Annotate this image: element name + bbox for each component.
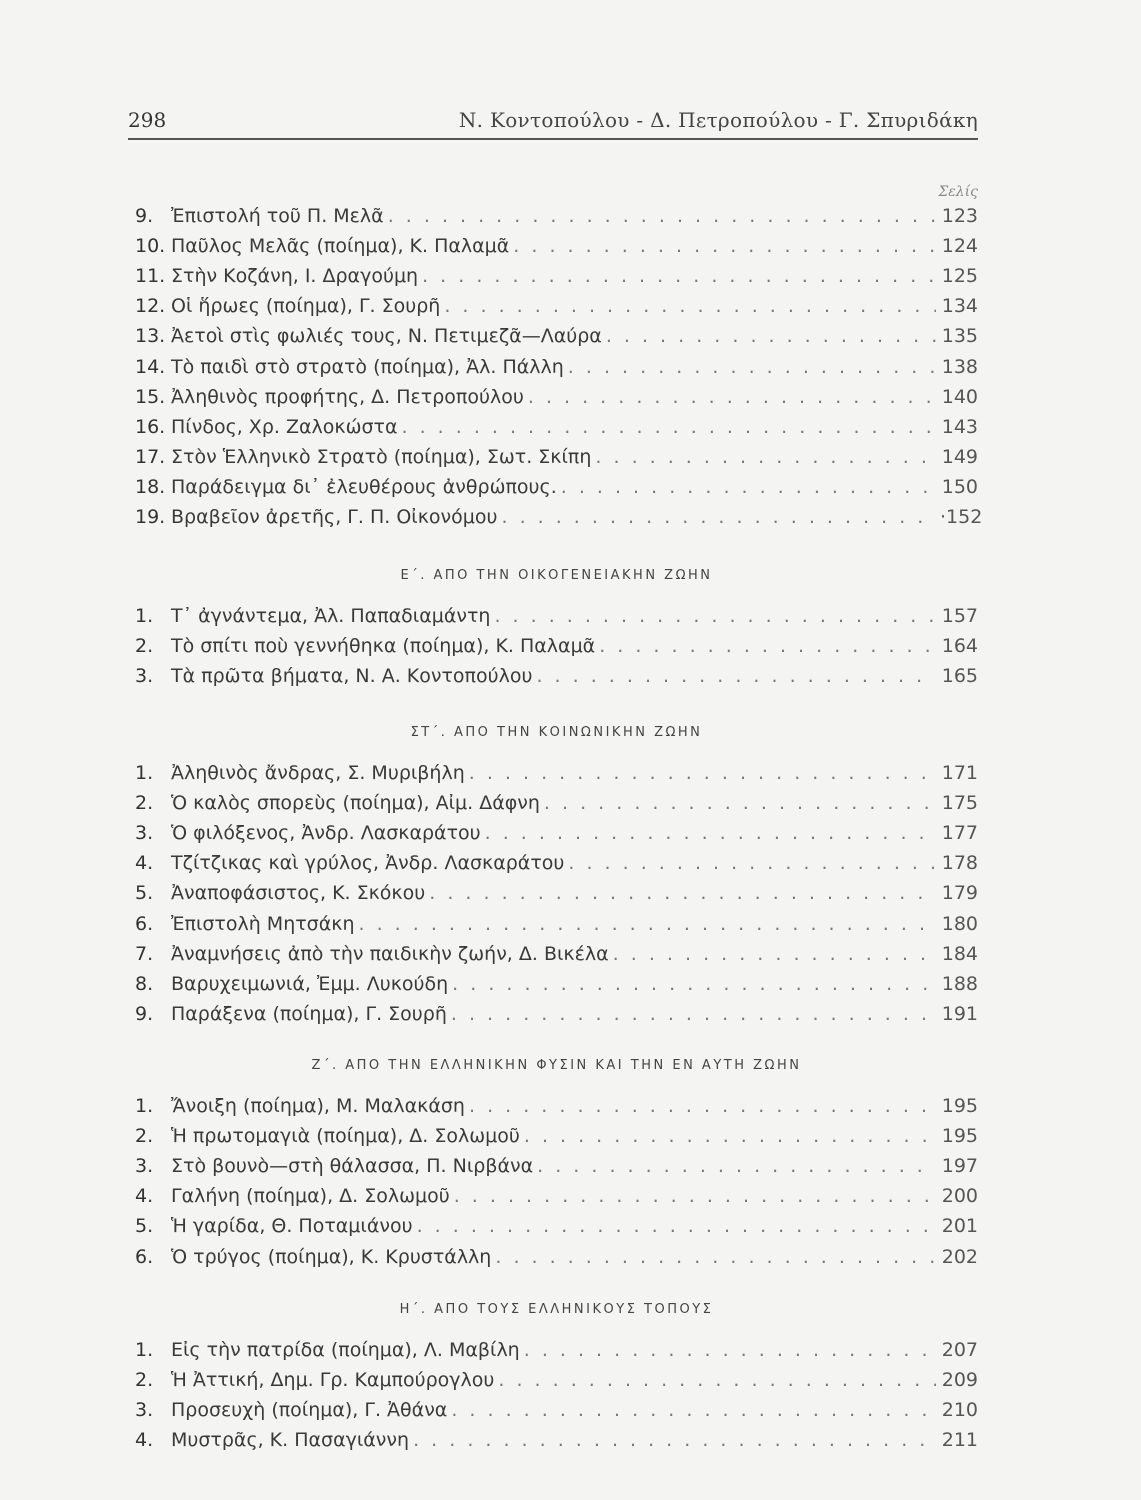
- toc-entry-page: 138: [941, 355, 978, 378]
- toc-entry: [135, 1429, 978, 1455]
- toc-entry: [135, 1246, 978, 1272]
- dot-leader: [498, 1369, 936, 1391]
- toc-entry-title: Γαλήνη (ποίημα), Δ. Σολωμοῦ: [171, 1185, 450, 1208]
- toc-entry-page: 164: [941, 635, 978, 658]
- toc-entry-page: 195: [941, 1125, 978, 1148]
- toc-entry: [135, 1003, 978, 1029]
- page-header: [128, 102, 978, 142]
- toc-entry-number: 15.: [135, 385, 166, 408]
- toc-entry-page: 180: [941, 912, 978, 935]
- toc-entry-title: Παράξενα (ποίημα), Γ. Σουρῆ: [171, 1002, 447, 1025]
- toc-entry-number: 8.: [135, 972, 154, 995]
- toc-entry-number: 2.: [135, 1369, 154, 1392]
- toc-entry-page: 125: [941, 265, 978, 288]
- toc-entry: [135, 822, 978, 848]
- toc-entry: [135, 1185, 978, 1211]
- toc-entry: [135, 762, 978, 788]
- toc-entry: [135, 1399, 978, 1425]
- toc-entry: [135, 265, 978, 291]
- toc-entry-number: 13.: [135, 325, 166, 348]
- toc-entry-number: 2.: [135, 635, 154, 658]
- toc-entry-title: Ὁ φιλόξενος, Ἀνδρ. Λασκαράτου: [171, 822, 481, 845]
- toc-entry-page: 157: [941, 605, 978, 627]
- toc-entry-number: 1.: [135, 605, 154, 627]
- dot-leader: [469, 1095, 936, 1117]
- dot-leader: [606, 325, 936, 347]
- toc-entry-title: Παράδειγμα δι᾿ ἐλευθέρους ἀνθρώπους.: [171, 475, 557, 498]
- toc-entry-page: 184: [941, 942, 978, 965]
- toc-entry: [135, 665, 978, 691]
- dot-leader: [417, 1215, 936, 1237]
- running-title: Ν. Κοντοπούλου - Δ. Πετροπούλου - Γ. Σπυριδάκη: [458, 108, 978, 132]
- toc-entry-title: Ἄνοιξη (ποίημα), Μ. Μαλακάση: [171, 1095, 465, 1117]
- toc-entry-number: 1.: [135, 1339, 154, 1361]
- toc-entry-page: 207: [941, 1339, 978, 1361]
- toc-entry-title: Ἡ πρωτομαγιὰ (ποίημα), Δ. Σολωμοῦ: [171, 1125, 520, 1148]
- toc-entry: [135, 476, 978, 502]
- toc-entry: [135, 1369, 978, 1395]
- toc-entry-number: 6.: [135, 1245, 154, 1268]
- dot-leader: [494, 605, 936, 627]
- dot-leader: [528, 386, 936, 408]
- toc-entry-title: Ἀετοὶ στὶς φωλιές τους, Ν. Πετιμεζᾶ—Λαύρα: [171, 325, 602, 348]
- toc-entry-number: 11.: [135, 265, 166, 288]
- dot-leader: [495, 1246, 936, 1268]
- toc-entry-page: 197: [941, 1155, 978, 1178]
- toc-entry-number: 3.: [135, 665, 154, 688]
- toc-entry-title: Στὸν Ἑλληνικὸ Στρατὸ (ποίημα), Σωτ. Σκίπη: [171, 445, 592, 468]
- toc-entry-title: Στὴν Κοζάνη, Ι. Δραγούμη: [171, 265, 419, 288]
- toc-entry-number: 3.: [135, 1155, 154, 1178]
- section-heading: Η΄. ΑΠΟ ΤΟΥΣ ΕΛΛΗΝΙΚΟΥΣ ΤΟΠΟΥΣ: [399, 1302, 714, 1317]
- dot-leader: [568, 356, 936, 378]
- dot-leader: [388, 205, 936, 227]
- toc-entry-title: Τὸ παιδὶ στὸ στρατὸ (ποίημα), Ἀλ. Πάλλη: [171, 355, 564, 378]
- toc-entry-page: 135: [941, 325, 978, 348]
- toc-entry-number: 16.: [135, 415, 166, 438]
- toc-entry-number: 9.: [135, 205, 154, 227]
- toc-entry-page: 150: [941, 475, 978, 498]
- toc-entry-page: 209: [941, 1369, 978, 1392]
- dot-leader: [536, 665, 936, 687]
- page-column-label: Σελίς: [938, 184, 978, 200]
- toc-entry: [135, 1215, 978, 1241]
- toc-entry: [135, 1125, 978, 1151]
- toc-entry: [135, 205, 978, 231]
- toc-entry-number: 6.: [135, 912, 154, 935]
- toc-entry-number: 1.: [135, 1095, 154, 1117]
- toc-entry-page: 175: [941, 792, 978, 815]
- toc-entry-number: 4.: [135, 1185, 154, 1208]
- toc-entry: [135, 325, 978, 351]
- toc-entry: [135, 635, 978, 661]
- toc-entry-title: Παῦλος Μελᾶς (ποίημα), Κ. Παλαμᾶ: [171, 235, 510, 258]
- toc-entry-number: 3.: [135, 1399, 154, 1422]
- dot-leader: [561, 476, 936, 498]
- dot-leader: [359, 913, 937, 935]
- dot-leader: [451, 1399, 936, 1421]
- toc-entry-title: Οἱ ἥρωες (ποίημα), Γ. Σουρῆ: [171, 295, 441, 318]
- toc-entry-number: 4.: [135, 1429, 154, 1452]
- toc-entry: [135, 506, 983, 532]
- dot-leader: [501, 506, 936, 528]
- toc-entry-title: Βραβεῖον ἀρετῆς, Γ. Π. Οἰκονόμου: [171, 506, 498, 528]
- toc-entry-title: Εἰς τὴν πατρίδα (ποίημα), Λ. Μαβίλη: [171, 1339, 520, 1361]
- dot-leader: [429, 882, 936, 904]
- dot-leader: [422, 265, 936, 287]
- toc-entry-page: 188: [941, 972, 978, 995]
- toc-entry-page: 179: [941, 882, 978, 905]
- page-number: 298: [128, 108, 167, 132]
- toc-entry-title: Μυστρᾶς, Κ. Πασαγιάννη: [171, 1429, 410, 1452]
- toc-entry-page: 178: [941, 852, 978, 875]
- toc-entry-number: 14.: [135, 355, 166, 378]
- toc-entry: [135, 605, 978, 631]
- toc-entry: [135, 882, 978, 908]
- dot-leader: [524, 1125, 936, 1147]
- toc-entry: [135, 235, 978, 261]
- toc-entry-title: Προσευχὴ (ποίημα), Γ. Ἀθάνα: [171, 1399, 448, 1422]
- toc-entry-title: Ἀληθινὸς προφήτης, Δ. Πετροπούλου: [171, 385, 524, 408]
- toc-entry-title: Πίνδος, Χρ. Ζαλοκώστα: [171, 415, 398, 438]
- dot-leader: [568, 852, 936, 874]
- toc-entry-page: 210: [941, 1399, 978, 1422]
- toc-entry-title: Ἡ Ἀττική, Δημ. Γρ. Καμπούρογλου: [171, 1369, 495, 1392]
- toc-entry: [135, 792, 978, 818]
- toc-entry-page: 143: [941, 415, 978, 438]
- toc-entry: [135, 1095, 978, 1121]
- toc-entry-title: Ὁ τρύγος (ποίημα), Κ. Κρυστάλλη: [171, 1245, 492, 1268]
- toc-entry-page: ·152: [940, 506, 983, 528]
- toc-entry-page: 177: [941, 822, 978, 845]
- toc-entry: [135, 416, 978, 442]
- toc-entry-page: 211: [941, 1429, 978, 1452]
- dot-leader: [451, 1003, 936, 1025]
- dot-leader: [444, 295, 936, 317]
- toc-entry-number: 17.: [135, 445, 166, 468]
- toc-entry-page: 195: [941, 1095, 978, 1117]
- toc-entry-page: 149: [941, 445, 978, 468]
- toc-entry: [135, 1339, 978, 1365]
- toc-entry-title: Βαρυχειμωνιά, Ἐμμ. Λυκούδη: [171, 972, 449, 995]
- dot-leader: [524, 1339, 936, 1361]
- dot-leader: [613, 943, 936, 965]
- section-heading: ΣΤ΄. ΑΠΟ ΤΗΝ ΚΟΙΝΩΝΙΚΗΝ ΖΩΗΝ: [410, 725, 703, 740]
- toc-entry-page: 191: [941, 1002, 978, 1025]
- dot-leader: [544, 792, 936, 814]
- toc-entry: [135, 913, 978, 939]
- toc-entry-number: 5.: [135, 882, 154, 905]
- toc-entry-title: Τζίτζικας καὶ γρύλος, Ἀνδρ. Λασκαράτου: [171, 852, 565, 875]
- section-heading: Ζ΄. ΑΠΟ ΤΗΝ ΕΛΛΗΝΙΚΗΝ ΦΥΣΙΝ ΚΑΙ ΤΗΝ ΕΝ ΑΥΤΗ ΖΩΗΝ: [311, 1058, 802, 1073]
- toc-entry: [135, 943, 978, 969]
- dot-leader: [537, 1155, 936, 1177]
- dot-leader: [485, 822, 936, 844]
- toc-entry-number: 3.: [135, 822, 154, 845]
- dot-leader: [513, 235, 936, 257]
- toc-entry: [135, 973, 978, 999]
- toc-entry: [135, 852, 978, 878]
- toc-entry-title: Ἀναμνήσεις ἀπὸ τὴν παιδικὴν ζωήν, Δ. Βικέλα: [171, 942, 609, 965]
- toc-entry-title: Τ᾿ ἀγνάντεμα, Ἀλ. Παπαδιαμάντη: [171, 605, 491, 627]
- toc-entry-number: 4.: [135, 852, 154, 875]
- toc-entry: [135, 356, 978, 382]
- toc-entry-page: 124: [941, 235, 978, 258]
- toc-entry: [135, 386, 978, 412]
- toc-entry-number: 9.: [135, 1002, 154, 1025]
- toc-entry-title: Στὸ βουνὸ—στὴ θάλασσα, Π. Νιρβάνα: [171, 1155, 534, 1178]
- toc-entry-number: 12.: [135, 295, 166, 318]
- toc-entry-title: Ἀναποφάσιστος, Κ. Σκόκου: [171, 882, 426, 905]
- toc-entry-number: 2.: [135, 792, 154, 815]
- toc-entry-title: Ἡ γαρίδα, Θ. Ποταμιάνου: [171, 1215, 413, 1238]
- toc-entry-page: 134: [941, 295, 978, 318]
- toc-entry-title: Ἐπιστολή τοῦ Π. Μελᾶ: [171, 205, 384, 227]
- dot-leader: [599, 635, 936, 657]
- dot-leader: [469, 762, 936, 784]
- toc-entry-title: Ἐπιστολὴ Μητσάκη: [171, 912, 355, 935]
- dot-leader: [402, 416, 937, 438]
- toc-entry-title: Ὁ καλὸς σπορεὺς (ποίημα), Αἰμ. Δάφνη: [171, 792, 540, 815]
- dot-leader: [452, 973, 936, 995]
- toc-entry-page: 123: [941, 205, 978, 227]
- toc-entry-number: 7.: [135, 942, 154, 965]
- toc-entry-title: Τὰ πρῶτα βήματα, Ν. Α. Κοντοπούλου: [171, 665, 533, 688]
- section-heading: Ε΄. ΑΠΟ ΤΗΝ ΟΙΚΟΓΕΝΕΙΑΚΗΝ ΖΩΗΝ: [400, 568, 713, 583]
- toc-entry-number: 10.: [135, 235, 166, 258]
- toc-entry-number: 19.: [135, 506, 166, 528]
- dot-leader: [413, 1429, 936, 1451]
- toc-entry-page: 171: [941, 762, 978, 784]
- toc-entry-number: 2.: [135, 1125, 154, 1148]
- toc-entry-title: Τὸ σπίτι ποὺ γεννήθηκα (ποίημα), Κ. Παλαμᾶ: [171, 635, 596, 658]
- header-rule: [128, 138, 978, 140]
- toc-entry-page: 140: [941, 385, 978, 408]
- dot-leader: [595, 446, 936, 468]
- toc-entry-page: 165: [941, 665, 978, 688]
- toc-entry: [135, 295, 978, 321]
- toc-entry-number: 5.: [135, 1215, 154, 1238]
- toc-entry-page: 201: [941, 1215, 978, 1238]
- toc-entry-title: Ἀληθινὸς ἄνδρας, Σ. Μυριβήλη: [171, 762, 465, 784]
- toc-entry-page: 200: [941, 1185, 978, 1208]
- toc-entry: [135, 1155, 978, 1181]
- toc-entry-number: 1.: [135, 762, 154, 784]
- toc-entry-page: 202: [941, 1245, 978, 1268]
- toc-entry: [135, 446, 978, 472]
- dot-leader: [454, 1185, 936, 1207]
- toc-entry-number: 18.: [135, 475, 166, 498]
